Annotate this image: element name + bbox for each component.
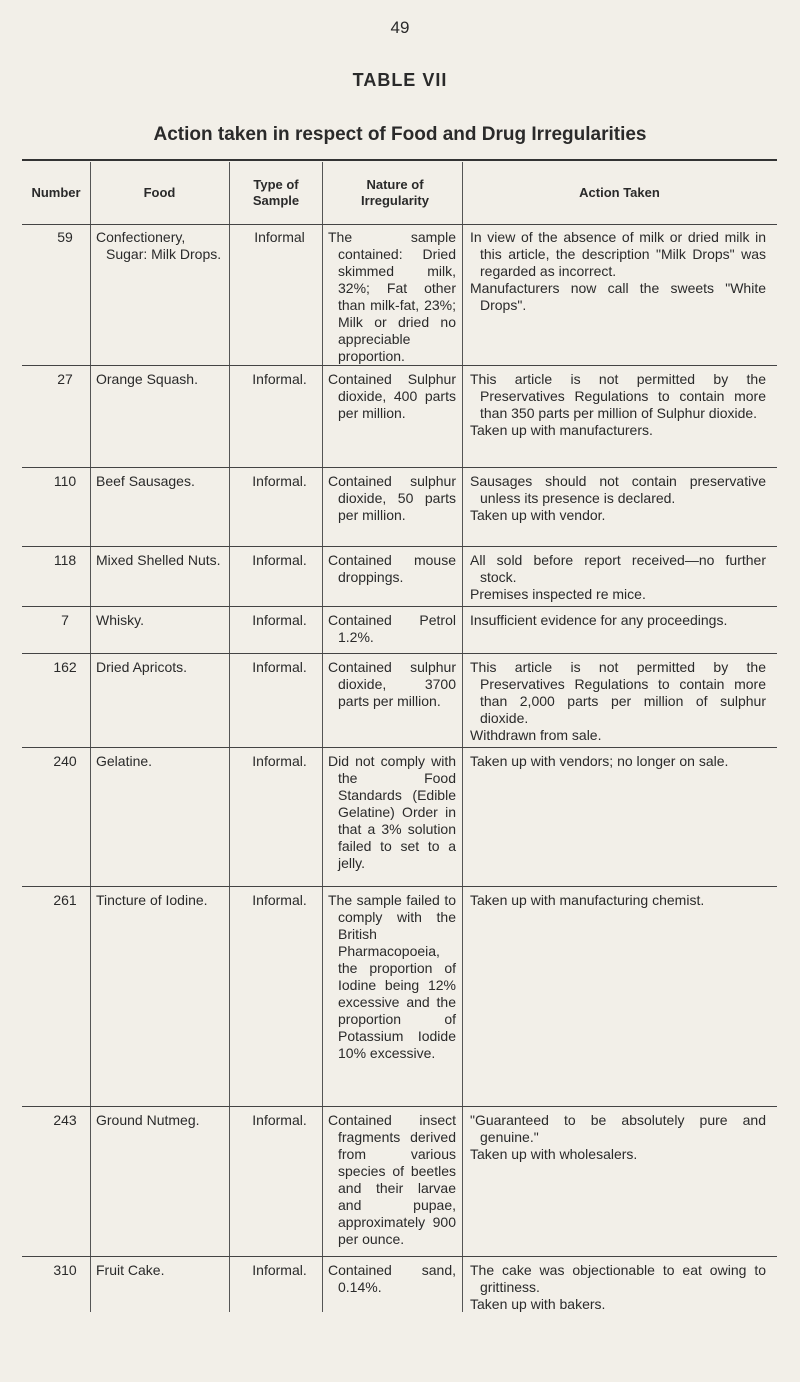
cell-food: Orange Squash. <box>96 371 198 387</box>
column-divider <box>229 162 230 1312</box>
cell-type: Informal <box>254 229 305 245</box>
cell-nature: Contained sulphur dioxide, 50 parts per million. <box>328 473 456 523</box>
cell-food: Ground Nutmeg. <box>96 1112 200 1128</box>
cell-nature: The sample failed to comply with the British Pharmacopoeia, the proportion of Iodine being 12% excessive and the proportion of Potassium Iodide 10% excessive. <box>328 892 456 1061</box>
row-rule <box>22 1256 777 1257</box>
cell-number: 261 <box>53 892 77 908</box>
cell-type: Informal. <box>252 612 307 628</box>
cell-type: Informal. <box>252 1112 307 1128</box>
row-rule <box>22 886 777 887</box>
cell-nature: Contained Sulphur dioxide, 400 parts per million. <box>328 371 456 421</box>
row-rule <box>22 467 777 468</box>
cell-type: Informal. <box>252 659 307 675</box>
cell-food: Tincture of Iodine. <box>96 892 208 908</box>
cell-nature: Contained mouse droppings. <box>328 552 456 585</box>
row-rule <box>22 653 777 654</box>
row-rule <box>22 1106 777 1107</box>
cell-action: This article is not permitted by the Preservatives Regulations to contain more than 2,000 parts per million of sulphur dioxide. <box>470 659 766 726</box>
cell-number: 7 <box>61 612 69 628</box>
cell-action: In view of the absence of milk or dried milk in this article, the description "Milk Drops" was regarded as incorrect. <box>470 229 766 279</box>
cell-action: Insufficient evidence for any proceedings. <box>470 612 728 628</box>
cell-number: 162 <box>53 659 77 675</box>
cell-type: Informal. <box>252 892 307 908</box>
row-rule <box>22 747 777 748</box>
header-nature: Nature of Irregularity <box>361 177 429 208</box>
cell-type: Informal. <box>252 552 307 568</box>
cell-number: 27 <box>57 371 73 387</box>
row-rule <box>22 606 777 607</box>
cell-food: Gelatine. <box>96 753 153 769</box>
cell-number: 110 <box>53 473 77 489</box>
column-divider <box>462 162 463 1312</box>
cell-food: Mixed Shelled Nuts. <box>96 552 221 568</box>
cell-food: Beef Sausages. <box>96 473 195 489</box>
column-divider <box>90 162 91 1312</box>
header-type: Type of Sample <box>252 177 300 208</box>
row-rule <box>22 365 777 366</box>
cell-action: Premises inspected re mice. <box>470 586 646 602</box>
cell-type: Informal. <box>252 1262 307 1278</box>
cell-nature: Contained insect fragments derived from various species of beetles and their larvae and pupae, approximately 900 per ounce. <box>328 1112 456 1247</box>
cell-number: 118 <box>53 552 77 568</box>
table-label: TABLE VII <box>352 70 448 90</box>
cell-action: Sausages should not contain preservative unless its presence is declared. <box>470 473 766 506</box>
cell-nature: Contained sulphur dioxide, 3700 parts per million. <box>328 659 456 709</box>
cell-action: "Guaranteed to be absolutely pure and genuine." <box>470 1112 766 1145</box>
column-divider <box>322 162 323 1312</box>
page-number: 49 <box>390 18 410 37</box>
header-food: Food <box>143 185 176 201</box>
table-title: Action taken in respect of Food and Drug Irregularities <box>153 124 647 145</box>
cell-action: Taken up with vendors; no longer on sale. <box>470 753 729 769</box>
cell-action: Manufacturers now call the sweets "White Drops". <box>470 280 766 313</box>
header-number: Number <box>31 185 81 201</box>
cell-food: Fruit Cake. <box>96 1262 165 1278</box>
cell-action: The cake was objectionable to eat owing to grittiness. <box>470 1262 766 1295</box>
cell-type: Informal. <box>252 371 307 387</box>
header-action: Action Taken <box>579 185 660 201</box>
cell-nature: Contained Petrol 1.2%. <box>328 612 456 645</box>
cell-nature: Contained sand, 0.14%. <box>328 1262 456 1295</box>
cell-nature: Did not comply with the Food Standards (Edible Gelatine) Order in that a 3% solution failed to set to a jelly. <box>328 753 456 871</box>
cell-food: Whisky. <box>96 612 144 628</box>
cell-action: This article is not permitted by the Preservatives Regulations to contain more than 350 parts per million of Sulphur dioxide. <box>470 371 766 421</box>
cell-number: 240 <box>53 753 77 769</box>
cell-food: Confectionery, Sugar: Milk Drops. <box>96 229 222 262</box>
cell-food: Dried Apricots. <box>96 659 188 675</box>
cell-nature: The sample contained: Dried skimmed milk, 32%; Fat other than milk-fat, 23%; Milk or dried no appreciable proportion. <box>328 229 456 364</box>
header-rule <box>22 224 777 225</box>
row-rule <box>22 546 777 547</box>
cell-action: All sold before report received—no further stock. <box>470 552 766 585</box>
cell-action: Taken up with vendor. <box>470 507 606 523</box>
cell-type: Informal. <box>252 753 307 769</box>
cell-number: 243 <box>53 1112 77 1128</box>
cell-action: Taken up with manufacturers. <box>470 422 653 438</box>
cell-action: Withdrawn from sale. <box>470 727 602 743</box>
cell-number: 59 <box>57 229 73 245</box>
top-rule <box>22 159 777 161</box>
cell-action: Taken up with manufacturing chemist. <box>470 892 705 908</box>
cell-type: Informal. <box>252 473 307 489</box>
cell-number: 310 <box>53 1262 77 1278</box>
cell-action: Taken up with bakers. <box>470 1296 606 1312</box>
cell-action: Taken up with wholesalers. <box>470 1146 638 1162</box>
